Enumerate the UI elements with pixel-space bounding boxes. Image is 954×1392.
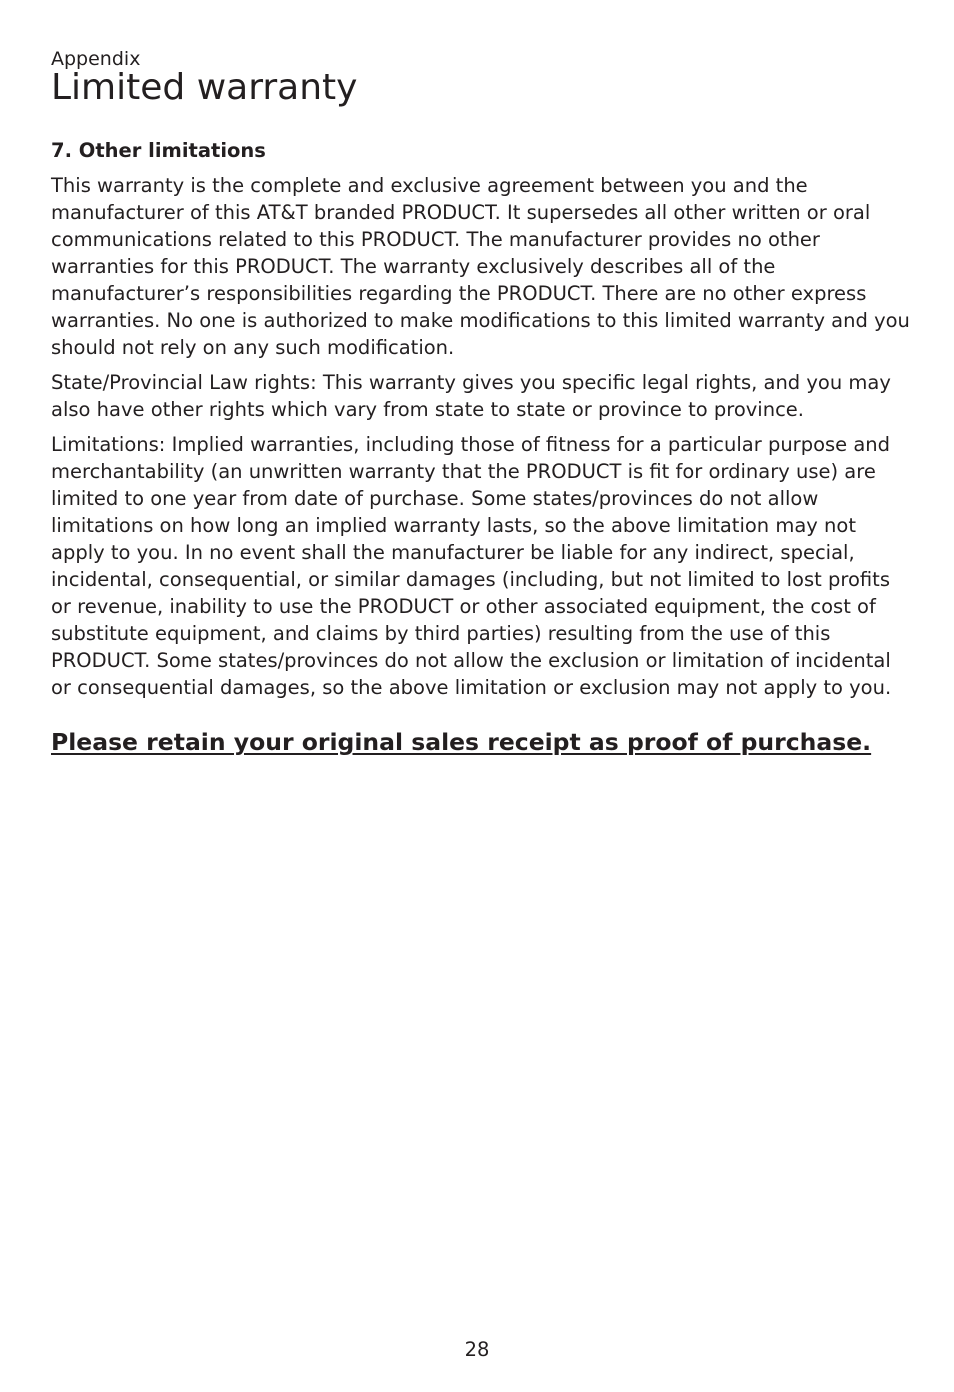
receipt-notice: Please retain your original sales receipt as proof of purchase. — [51, 728, 872, 756]
page-number: 28 — [464, 1338, 490, 1361]
section-heading: 7. Other limitations — [51, 139, 266, 162]
paragraph-agreement: This warranty is the complete and exclusive agreement between you and the manufacturer of this AT&T branded PRODUCT. It supersedes all other written or oral communications related to this PRODUCT. The manufacturer provides no other warranties for this PRODUCT. The warranty exclusively describes all of the manufacturer’s responsibilities regarding the PRODUCT. There are no other express warranties. No one is authorized to make modifications to this limited warranty and you should not rely on any such modification. — [51, 174, 910, 359]
section-label: Appendix — [51, 48, 141, 70]
paragraph-limitations: Limitations: Implied warranties, including those of fitness for a particular purpose and merchantability (an unwritten warranty that the PRODUCT is fit for ordinary use) are limited to one year from date of purchase. Some states/provinces do not allow limitations on how long an implied warranty lasts, so the above limitation may not apply to you. In no event shall the manufacturer be liable for any indirect, special, incidental, consequential, or similar damages (including, but not limited to lost profits or revenue, inability to use the PRODUCT or other associated equipment, the cost of substitute equipment, and claims by third parties) resulting from the use of this PRODUCT. Some states/provinces do not allow the exclusion or limitation of incidental or consequential damages, so the above limitation or exclusion may not apply to you. — [51, 433, 892, 699]
paragraph-law-rights: State/Provincial Law rights: This warranty gives you specific legal rights, and you may also have other rights which vary from state to state or province to province. — [51, 371, 891, 421]
page-title: Limited warranty — [51, 67, 358, 108]
document-page — [51, 46, 913, 758]
